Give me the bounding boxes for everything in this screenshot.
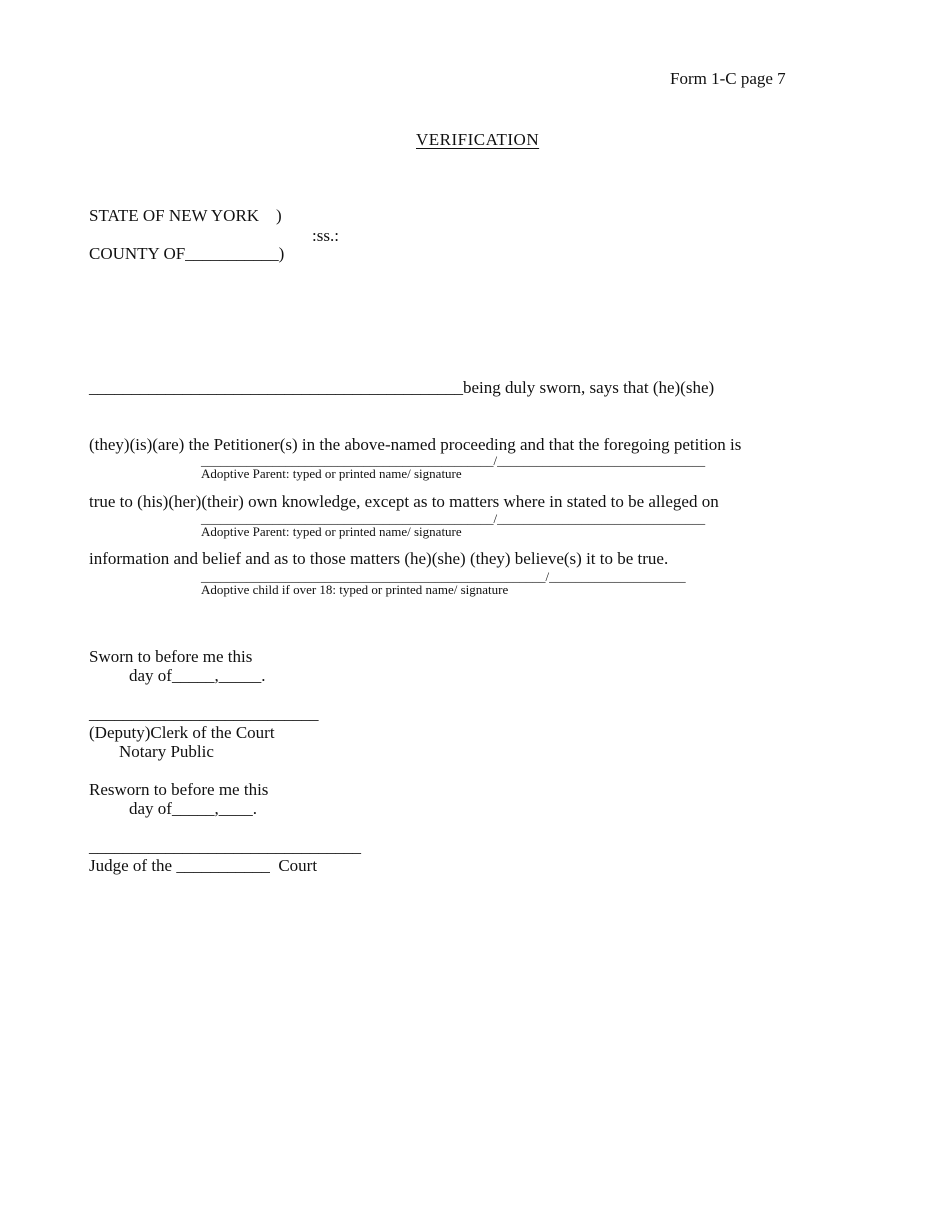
resworn-line-1: Resworn to before me this — [89, 780, 269, 799]
clerk-title: (Deputy)Clerk of the Court — [89, 723, 275, 742]
judge-signature-rule[interactable]: ________________________________ — [89, 837, 361, 856]
signature-line[interactable]: _____________________________________________________/_____________________ — [201, 569, 686, 584]
signature-line[interactable]: _____________________________________________/________________________________ — [201, 511, 706, 526]
signature-line[interactable]: _____________________________________________/________________________________ — [201, 453, 706, 468]
statement-line-4: information and belief and as to those matters (he)(she) (they) believe(s) it to be true. — [89, 549, 669, 568]
statement-line-3: true to (his)(her)(their) own knowledge, except as to matters where in stated to be alleged on — [89, 492, 719, 511]
judge-title: Judge of the ___________ Court — [89, 856, 318, 875]
sworn-date-line[interactable]: day of_____,_____. — [129, 666, 266, 685]
resworn-date-line[interactable]: day of_____,____. — [129, 799, 257, 818]
state-line: STATE OF NEW YORK ) — [89, 206, 282, 225]
sworn-line-1: Sworn to before me this — [89, 647, 253, 666]
statement-line-2: (they)(is)(are) the Petitioner(s) in the above-named proceeding and that the foregoing petition is — [89, 435, 742, 454]
clerk-signature-rule[interactable]: ___________________________ — [89, 704, 319, 723]
document-title: VERIFICATION — [416, 130, 540, 149]
statement-line-1: ____________________________________________being duly sworn, says that (he)(she) — [89, 378, 715, 397]
form-page-label: Form 1-C page 7 — [670, 69, 786, 88]
signature-caption: Adoptive Parent: typed or printed name/ signature — [201, 524, 462, 539]
ss-line: :ss.: — [312, 226, 339, 245]
notary-title: Notary Public — [119, 742, 214, 761]
signature-caption: Adoptive child if over 18: typed or printed name/ signature — [201, 582, 509, 597]
signature-caption: Adoptive Parent: typed or printed name/ signature — [201, 466, 462, 481]
county-line: COUNTY OF___________) — [89, 244, 285, 263]
